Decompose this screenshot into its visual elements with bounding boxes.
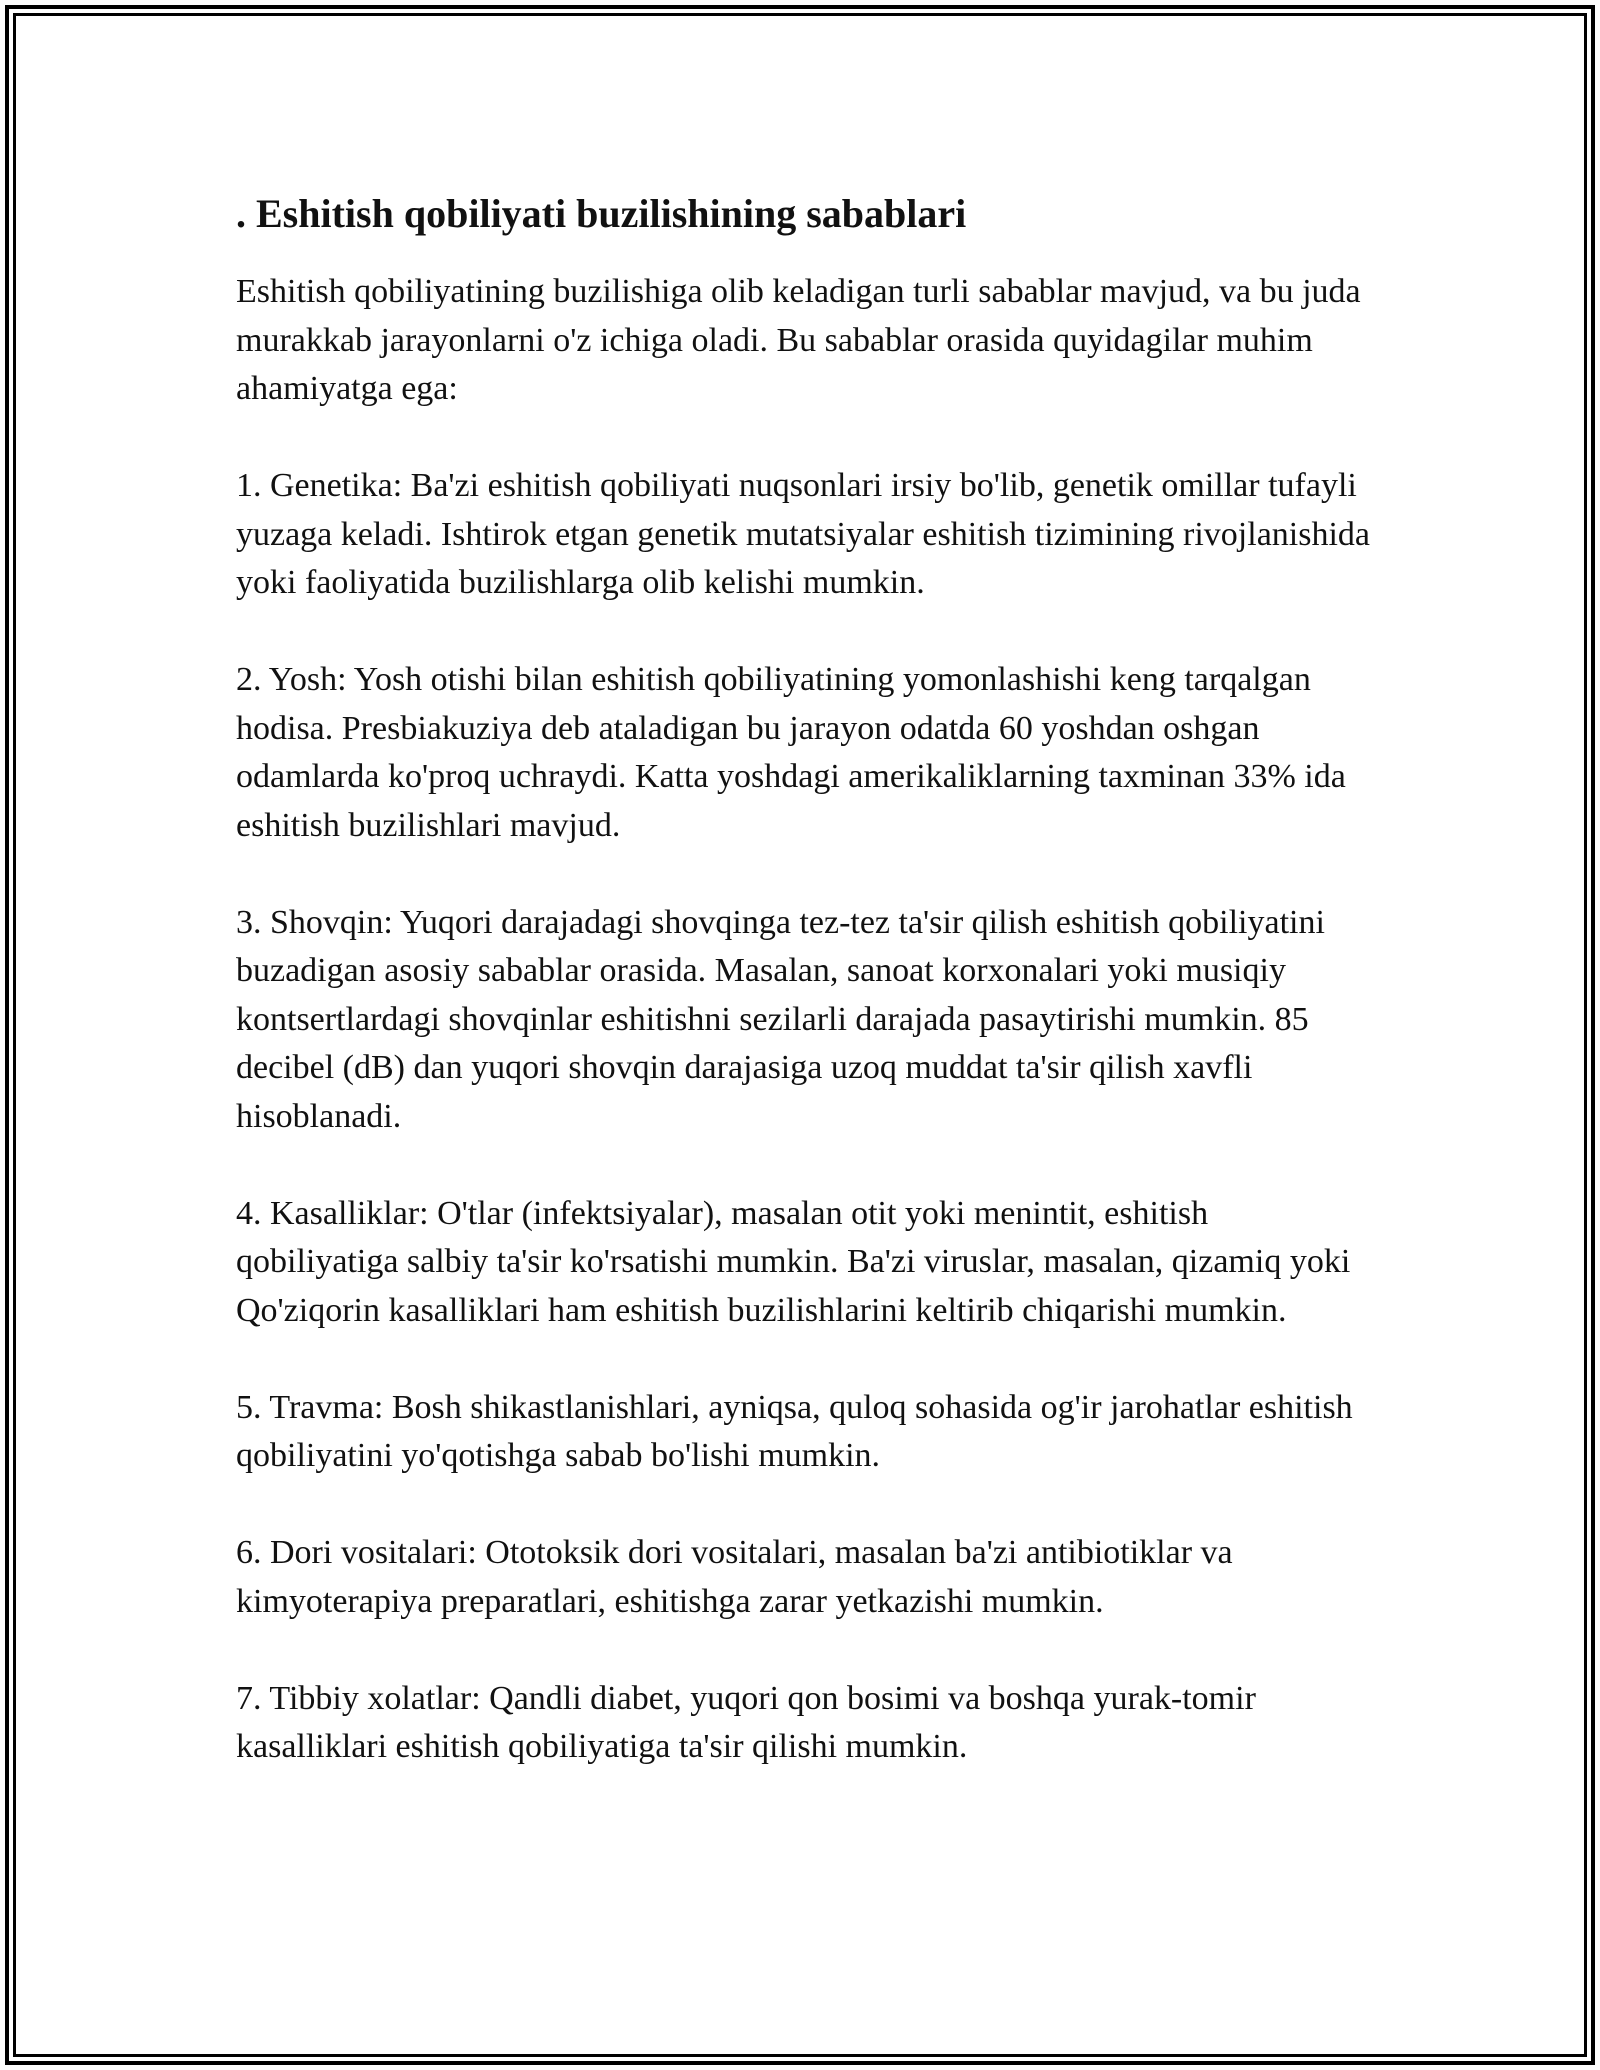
list-item-tibbiy-xolatlar: 7. Tibbiy xolatlar: Qandli diabet, yuqori qon bosimi va boshqa yurak-tomir kasalliklari eshitish qobiliyatiga ta'sir qilishi mumkin.: [236, 1679, 1256, 1765]
paragraph-gap: [236, 1626, 1376, 1675]
paragraph-gap: [236, 850, 1376, 899]
paragraph-gap: [236, 414, 1376, 463]
document-title: . Eshitish qobiliyati buzilishining sabablari: [236, 191, 967, 236]
document-body: [236, 186, 1376, 1772]
list-item-yosh: 2. Yosh: Yosh otishi bilan eshitish qobiliyatining yomonlashishi keng tarqalgan hodisa. Presbiakuziya deb ataladigan bu jarayon odatda 60 yoshdan oshgan odamlarda ko'proq uchraydi. Katta yoshdagi amerikaliklarning taxminan 33% ida eshitish buzilishlari mavjud.: [236, 661, 1346, 844]
paragraph-gap: [236, 1141, 1376, 1190]
list-item-shovqin: 3. Shovqin: Yuqori darajadagi shovqinga tez-tez ta'sir qilish eshitish qobiliyatini buzadigan asosiy sabablar orasida. Masalan, sanoat korxonalari yoki musiqiy kontsertlardagi shovqinlar eshitishni sezilarli darajada pasaytirishi mumkin. 85 decibel (dB) dan yuqori shovqin darajasiga uzoq muddat ta'sir qilish xavfli hisoblanadi.: [236, 903, 1325, 1135]
list-item-kasalliklar: 4. Kasalliklar: O'tlar (infektsiyalar), masalan otit yoki menintit, eshitish qobiliyatiga salbiy ta'sir ko'rsatishi mumkin. Ba'zi viruslar, masalan, qizamiq yoki Qo'ziqorin kasalliklari ham eshitish buzilishlarini keltirib chiqarishi mumkin.: [236, 1194, 1351, 1329]
paragraph-gap: [236, 1335, 1376, 1384]
intro-paragraph: Eshitish qobiliyatining buzilishiga olib keladigan turli sabablar mavjud, va bu juda murakkab jarayonlarni o'z ichiga oladi. Bu sabablar orasida quyidagilar muhim ahamiyatga ega:: [236, 273, 1361, 407]
list-item-travma: 5. Travma: Bosh shikastlanishlari, ayniqsa, quloq sohasida og'ir jarohatlar eshitish qobiliyatini yo'qotishga sabab bo'lishi mumkin.: [236, 1388, 1353, 1474]
paragraph-gap: [236, 1481, 1376, 1530]
list-item-dori-vositalari: 6. Dori vositalari: Ototoksik dori vositalari, masalan ba'zi antibiotiklar va kimyoterapiya preparatlari, eshitishga zarar yetkazishi mumkin.: [236, 1534, 1233, 1620]
paragraph-gap: [236, 608, 1376, 657]
list-item-genetika: 1. Genetika: Ba'zi eshitish qobiliyati nuqsonlari irsiy bo'lib, genetik omillar tufayli yuzaga keladi. Ishtirok etgan genetik mutatsiyalar eshitish tizimining rivojlanishida yoki faoliyatida buzilishlarga olib kelishi mumkin.: [236, 467, 1371, 601]
